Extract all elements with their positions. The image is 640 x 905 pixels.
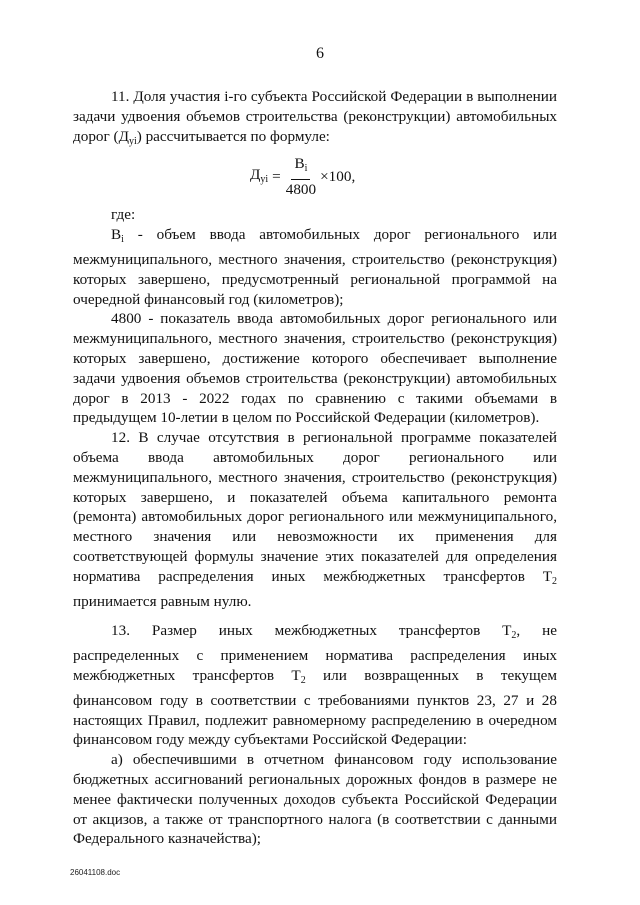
formula-lhs xyxy=(250,165,268,190)
paragraph-13-a: а) обеспечившими в отчетном финансовом году использование бюджетных ассигнований региональных дорожных фондов в размере не менее фактически полученных доходов субъекта Российской Федерации от акцизов, а также от транспортного налога (в соответствии с данными Федерального казначейства); xyxy=(73,751,557,848)
page-number: 6 xyxy=(316,45,324,62)
where-label: где: xyxy=(111,206,136,224)
definition-4800: 4800 - показатель ввода автомобильных дорог регионального или межмуниципального, местного значения, строительство (реконструкция) которых завершено, достижение которого обеспечивает выполнение задачи удвоения объемов строительства (реконструкции) автомобильных дорог в 2013 - 2022 годах по сравнению с такими объемами в предыдущем 10-летии в целом по Российской Федерации (километров). xyxy=(73,310,557,427)
file-name-footer: 26041108.doc xyxy=(70,868,121,877)
formula xyxy=(250,155,355,199)
paragraph-11-subscript: yi xyxy=(128,135,137,147)
definition-bi-text: - объем ввода автомобильных дорог регионального или межмуниципального, местного значения, строительство (реконструкция) которых завершено, предусмотренный региональной программой на очередной финансовый год (километров); xyxy=(73,226,557,308)
paragraph-12-subscript: 2 xyxy=(552,575,557,587)
paragraph-12 xyxy=(73,428,557,611)
formula-fraction xyxy=(286,155,316,199)
definition-bi-subscript: i xyxy=(121,234,124,246)
paragraph-13-text-b: , не распределенных с применением норматива распределения иных межбюджетных трансфертов Т xyxy=(73,622,557,684)
formula-numerator xyxy=(291,155,310,180)
paragraph-13 xyxy=(73,621,557,750)
paragraph-11-text-b: ) рассчитывается по формуле: xyxy=(136,127,330,145)
definition-bi xyxy=(73,225,557,309)
paragraph-11 xyxy=(73,87,557,151)
formula-lhs-subscript: yi xyxy=(260,173,269,185)
paragraph-11-text-a: 11. Доля участия i-го субъекта Российской Федерации в выполнении задачи удвоения объемов строительства (реконструкции) автомобильных дорог (Д xyxy=(73,88,557,145)
formula-multiplier: ×100, xyxy=(320,168,356,186)
paragraph-12-text-b: принимается равным нулю. xyxy=(73,592,252,610)
formula-numerator-symbol: B xyxy=(294,155,305,173)
paragraph-13-text-a: 13. Размер иных межбюджетных трансфертов Т xyxy=(111,622,512,640)
formula-denominator: 4800 xyxy=(285,181,317,199)
paragraph-13-text-c: или возвращенных в текущем финансовом году в соответствии с требованиями пунктов 23, 27 и 28 настоящих Правил, подлежит равномерному распределению в очередном финансовом году между субъектами Российской Федерации: xyxy=(73,666,558,749)
paragraph-12-text-a: 12. В случае отсутствия в региональной программе показателей объема ввода автомобильных дорог регионального или межмуниципального, местного значения, строительство (реконструкция) которых завершено, и показателей объема капитального ремонта (ремонта) автомобильных дорог регионального или межмуниципального, местного значения или невозможности их применения для соответствующей формулы значение этих показателей для определения норматива распределения иных межбюджетных трансфертов Т xyxy=(73,429,557,585)
paragraph-13-subscript-1: 2 xyxy=(511,630,517,642)
formula-block xyxy=(73,155,557,199)
paragraph-gap xyxy=(73,611,557,621)
document-body xyxy=(73,87,557,849)
formula-equals: = xyxy=(272,168,281,186)
paragraph-13-subscript-2: 2 xyxy=(300,674,306,686)
formula-lhs-symbol: Д xyxy=(250,165,261,183)
formula-numerator-subscript: i xyxy=(304,163,308,175)
definition-bi-symbol: B xyxy=(111,226,122,244)
